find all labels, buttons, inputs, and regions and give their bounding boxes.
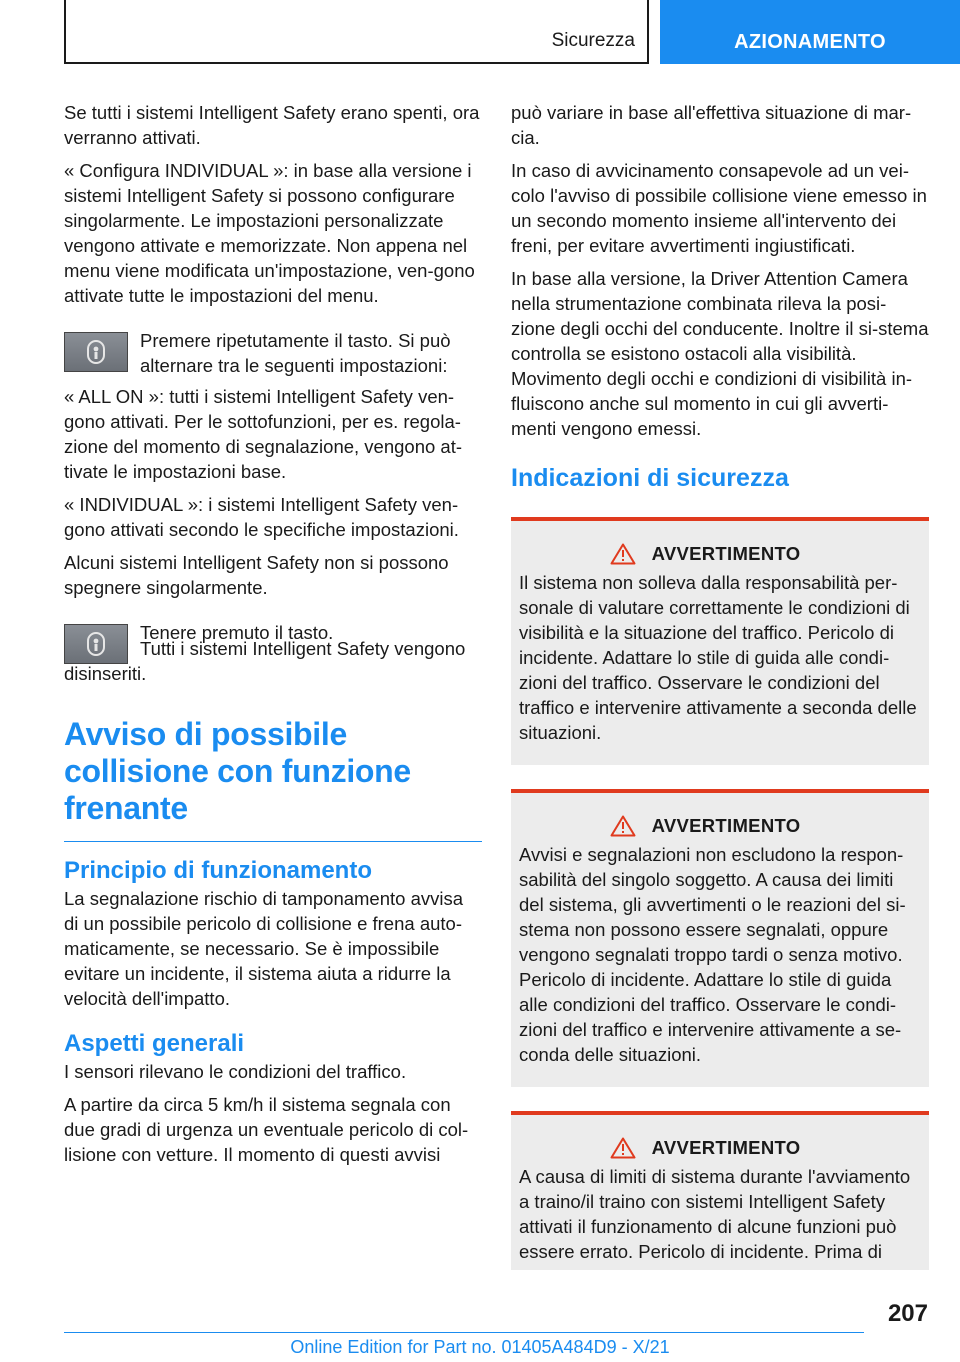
paragraph: Tutti i sistemi Intelligent Safety vengono disinseriti. <box>64 638 466 684</box>
header-chapter-tab <box>660 0 960 64</box>
paragraph: « INDIVIDUAL »: i sistemi Intelligent Safety ven-gono attivati secondo le specifiche impostazioni. <box>64 494 459 540</box>
warning-triangle-icon <box>610 815 636 837</box>
warning-box <box>511 517 929 765</box>
header-section-title: Sicurezza <box>551 30 635 51</box>
paragraph: La segnalazione rischio di tamponamento avvisa di un possibile pericolo di collisione e frena auto-maticamente, se necessario. Se è impossibile evitare un incidente, il sistema aiuta a ridurre la velocità dell'impatto. <box>64 888 464 1009</box>
warning-title: AVVERTIMENTO <box>651 1137 801 1158</box>
warning-box <box>511 1111 929 1270</box>
footer-divider <box>64 1332 864 1333</box>
footer-edition: Online Edition for Part no. 01405A484D9 - X/21 <box>290 1337 670 1357</box>
header-chapter-title: AZIONAMENTO <box>734 31 886 53</box>
warning-header <box>489 1135 921 1160</box>
warning-triangle-icon <box>610 1137 636 1159</box>
warning-title: AVVERTIMENTO <box>651 543 801 564</box>
paragraph: può variare in base all'effettiva situazione di mar-cia. <box>511 102 912 148</box>
paragraph: I sensori rilevano le condizioni del traffico. <box>64 1061 407 1082</box>
paragraph: Alcuni sistemi Intelligent Safety non si possono spegnere singolarmente. <box>64 552 449 598</box>
warning-text: Avvisi e segnalazioni non escludono la respon-sabilità del singolo soggetto. A causa dei limiti del sistema, gli avvertimenti o le reazioni del si-stema non possono essere segnalati, oppure vengono segnalati troppo tardi o senza motivo. Pericolo di incidente. Adattare lo stile di guida alle condizioni del traffico. Osservare le condi-zioni del traffico e intervenire attivamente a se-conda delle situazioni. <box>519 844 906 1065</box>
paragraph: Se tutti i sistemi Intelligent Safety erano spenti, ora verranno attivati. <box>64 102 480 148</box>
warning-box <box>511 789 929 1087</box>
warning-title: AVVERTIMENTO <box>651 815 801 836</box>
paragraph: « ALL ON »: tutti i sistemi Intelligent Safety ven-gono attivati. Per le sottofunzioni, per es. regola-zione del momento di segnalazione, vengono at-tivate le impostazioni base. <box>64 386 463 482</box>
header-section-box <box>64 0 649 64</box>
section-heading: Indicazioni di sicurezza <box>511 464 789 492</box>
paragraph: A partire da circa 5 km/h il sistema segnala con due gradi di urgenza un eventuale pericolo di col-lisione con vetture. Il momento di questi avvisi <box>64 1094 469 1165</box>
page-number: 207 <box>887 1300 928 1327</box>
warning-header <box>489 813 921 838</box>
warning-text: A causa di limiti di sistema durante l'avviamento a traino/il traino con sistemi Intelligent Safety attivati il funzionamento di alcune funzioni può essere errato. Pericolo di incidente. Prima di <box>519 1166 911 1262</box>
chapter-heading: Avviso di possibile collisione con funzione frenante <box>64 716 482 842</box>
intelligent-safety-button-icon <box>64 332 128 372</box>
button-instruction-line: Tenere premuto il tasto. <box>140 622 334 643</box>
intelligent-safety-button-icon <box>64 624 128 664</box>
paragraph: « Configura INDIVIDUAL »: in base alla versione i sistemi Intelligent Safety si possono configurare singolarmente. Le impostazioni personalizzate vengono attivate e memorizzate. Non appena nel menu viene modificata un'impostazione, ven-gono attivate tutte le impostazioni del menu. <box>64 160 475 306</box>
warning-header <box>489 541 921 566</box>
warning-triangle-icon <box>610 543 636 565</box>
warning-text: Il sistema non solleva dalla responsabilità per-sonale di valutare correttamente le condizioni di visibilità e la situazione del traffico. Pericolo di incidente. Adattare lo stile di guida alle condi-zioni del traffico. Osservare le condizioni del traffico e intervenire attivamente a seconda delle situazioni. <box>519 572 917 743</box>
right-column <box>511 100 929 1270</box>
paragraph: In base alla versione, la Driver Attention Camera nella strumentazione combinata rileva la posi-zione degli occhi del conducente. Inoltre il si-stema controlla se esistono ostacoli alla visibilità. Movimento degli occhi e condizioni di visibilità in-fluiscono anche sul momento in cui gli avverti-menti vengono emessi. <box>511 268 929 439</box>
left-column <box>64 100 482 1175</box>
paragraph: In caso di avvicinamento consapevole ad un vei-colo l'avviso di possibile collisione viene emesso in un secondo momento insieme all'intervento dei freni, per evitare avvertimenti ingiustificati. <box>511 160 927 256</box>
button-instruction-text: Premere ripetutamente il tasto. Si può alternare tra le seguenti impostazioni: <box>140 330 451 376</box>
section-heading: Aspetti generali <box>64 1030 245 1057</box>
section-heading: Principio di funzionamento <box>64 857 372 884</box>
button-instruction <box>64 328 482 378</box>
